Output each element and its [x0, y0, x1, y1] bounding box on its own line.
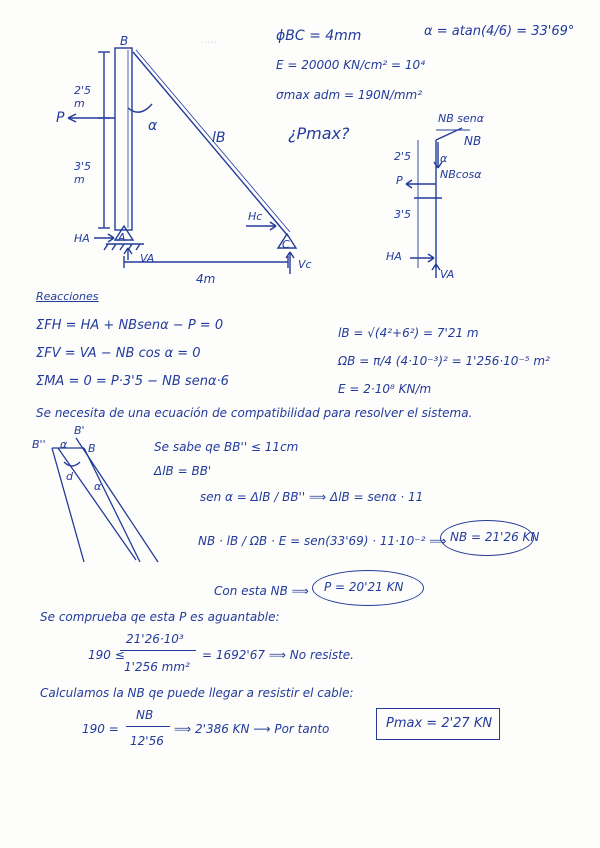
derivation-bb-limit: Se sabe qe BB'' ≤ 11cm [154, 440, 299, 454]
check-fraction-bar [120, 650, 196, 651]
young-modulus-value: E = 2·10⁸ KN/m [338, 382, 432, 396]
small-b-prime: B' [74, 424, 85, 437]
sigma-max: σmax adm = 190N/mm² [276, 88, 423, 102]
vc-label: Vc [298, 258, 312, 271]
check-inequality-rhs: = 1692'67 ⟹ No resiste. [202, 648, 354, 662]
fbd-nbcos-label: NBcosα [440, 168, 482, 181]
fbd-ha-label: HA [386, 250, 402, 263]
fbd-dim-25: 2'5 [394, 150, 412, 163]
final-sentence: Calculamos la NB qe puede llegar a resistir el cable: [40, 686, 354, 700]
fbd-nbsen-label: NB senα [438, 112, 484, 125]
elastic-modulus: E = 20000 KN/cm² = 10⁴ [276, 58, 426, 72]
derivation-with-nb: Con esta NB ⟹ [214, 584, 309, 598]
equation-sum-ma: ΣMA = 0 = P·3'5 − NB senα·6 [36, 374, 229, 389]
fbd-nb-label: NB [464, 134, 482, 148]
fbd-dim-35: 3'5 [394, 208, 412, 221]
check-inequality-lhs: 190 ≤ [88, 648, 125, 662]
derivation-sin-alpha: sen α = ΔlB / BB'' ⟹ ΔlB = senα · 11 [200, 490, 424, 504]
ha-label: HA [74, 232, 90, 245]
compatibility-note: Se necesita de una ecuación de compatibilidad para resolver el sistema. [36, 406, 473, 420]
phi-bc: ϕBC = 4mm [276, 28, 362, 44]
final-fraction-bar [126, 726, 170, 727]
fbd-p-label: P [396, 174, 403, 187]
p-result: P = 20'21 KN [324, 580, 404, 594]
fbd-va-label: VA [440, 268, 455, 281]
derivation-nb-equation: NB · lB / ΩB · E = sen(33'69) · 11·10⁻² ⟹ [198, 534, 447, 548]
point-a-label: A [118, 231, 126, 244]
small-alpha-top: α [60, 438, 68, 451]
check-fraction-denominator: 1'256 mm² [124, 660, 190, 674]
equation-sum-fv: ΣFV = VA − NB cos α = 0 [36, 346, 201, 361]
final-lhs: 190 = [82, 722, 119, 736]
check-sentence: Se comprueba qe esta P es aguantable: [40, 610, 280, 624]
check-fraction-numerator: 21'26·10³ [126, 632, 184, 646]
point-b-label: B [120, 34, 129, 48]
final-fraction-numerator: NB [136, 708, 154, 722]
reactions-title: Reacciones [36, 290, 99, 303]
cable-area-calc: ΩB = π/4 (4·10⁻³)² = 1'256·10⁻⁵ m² [338, 354, 550, 368]
bleed-through-text: ····· [200, 36, 218, 49]
dim-bottom-label: 3'5 m [74, 160, 92, 186]
dim-top-label: 2'5 m [74, 84, 92, 110]
hc-label: Hc [248, 210, 263, 223]
pmax-result: Pmax = 2'27 KN [386, 716, 493, 731]
pmax-question: ¿Pmax? [288, 124, 350, 143]
equation-sum-fh: ΣFH = HA + NBsenα − P = 0 [36, 318, 224, 333]
va-label: VA [140, 252, 155, 265]
alpha-angle-label: α [148, 118, 158, 134]
cable-length-label: lB [212, 130, 226, 146]
small-b-double-prime: B'' [32, 438, 46, 451]
final-result-chain: ⟹ 2'386 KN ⟶ Por tanto [174, 722, 330, 736]
fbd-alpha-label: α [440, 152, 448, 165]
span-width-label: 4m [196, 272, 216, 286]
load-p-label: P [56, 110, 65, 126]
cable-length-calc: lB = √(4²+6²) = 7'21 m [338, 326, 479, 340]
final-fraction-denominator: 12'56 [130, 734, 164, 748]
small-alpha-side: α [94, 480, 102, 493]
alpha-formula: α = atan(4/6) = 33'69° [424, 24, 575, 39]
small-b: B [88, 442, 96, 455]
small-d: d [66, 470, 73, 483]
point-c-label: C [282, 238, 290, 251]
nb-result: NB = 21'26 KN [450, 530, 540, 544]
derivation-delta-lb: ΔlB = BB' [154, 464, 212, 478]
